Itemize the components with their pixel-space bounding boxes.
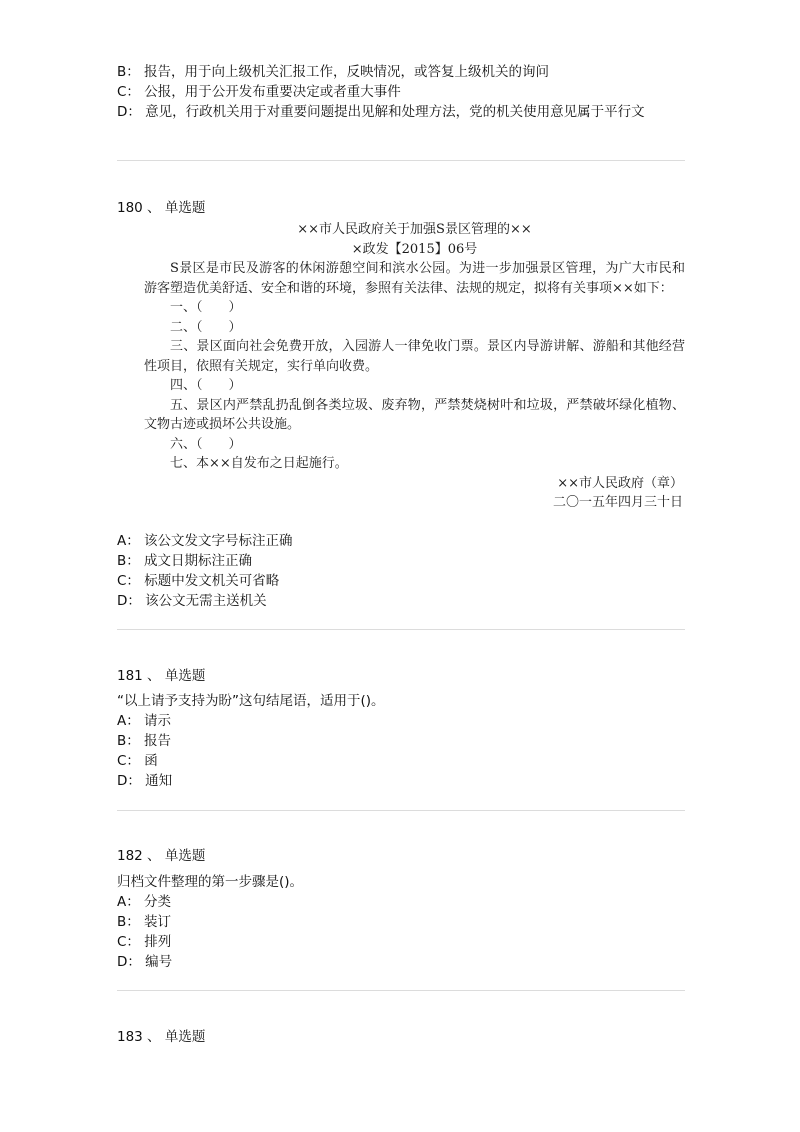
document-item-7: 七、本××自发布之日起施行。: [170, 456, 348, 471]
option-c[interactable]: C： 函: [117, 753, 158, 769]
document-title: ××市人民政府关于加强S景区管理的××: [297, 222, 532, 237]
document-item-6: 六、（ ）: [170, 436, 242, 452]
question-180-options: [117, 531, 685, 611]
option-d[interactable]: D： 意见，行政机关用于对重要问题提出见解和处理方法，党的机关使用意见属于平行文: [117, 104, 645, 120]
option-d[interactable]: D： 该公文无需主送机关: [117, 593, 267, 609]
document-item-4: 四、（ ）: [170, 378, 242, 393]
option-b[interactable]: B： 装订: [117, 914, 172, 930]
divider: [117, 629, 685, 630]
document-intro: S景区是市民及游客的休闲游憩空间和滨水公园。为进一步加强景区管理，为广大市民和游客塑造优美舒适、安全和谐的环境，参照有关法律、法规的规定，拟将有关事项××如下：: [144, 261, 685, 296]
document-item-2: 二、（ ）: [170, 319, 242, 335]
document-number: ×政发【2015】06号: [351, 241, 478, 257]
question-182-text: 归档文件整理的第一步骤是()。: [117, 874, 304, 890]
document-item-3: 三、景区面向社会免费开放，入园游人一律免收门票。景区内导游讲解、游船和其他经营性项目，依照有关规定，实行单向收费。: [144, 339, 685, 374]
document-item-5: 五、景区内严禁乱扔乱倒各类垃圾、废弃物，严禁焚烧树叶和垃圾，严禁破坏绿化植物、文物古迹或损坏公共设施。: [144, 397, 685, 432]
question-180-header: 180 、 单选题: [117, 200, 206, 216]
question-181-text: “以上请予支持为盼”这句结尾语，适用于()。: [117, 693, 385, 709]
option-b[interactable]: B： 成文日期标注正确: [117, 553, 253, 569]
option-d[interactable]: D： 编号: [117, 954, 173, 970]
option-c[interactable]: C： 公报，用于公开发布重要决定或者重大事件: [117, 84, 401, 100]
prev-question-options: [117, 62, 685, 122]
question-182-options: [117, 892, 685, 972]
question-180-document: [144, 220, 685, 513]
option-b[interactable]: B： 报告，用于向上级机关汇报工作，反映情况，或答复上级机关的询问: [117, 64, 550, 80]
option-a[interactable]: A： 该公文发文字号标注正确: [117, 533, 293, 549]
option-b[interactable]: B： 报告: [117, 733, 172, 749]
option-c[interactable]: C： 标题中发文机关可省略: [117, 573, 280, 589]
question-181-options: [117, 711, 685, 791]
option-c[interactable]: C： 排列: [117, 934, 172, 950]
divider: [117, 160, 685, 161]
document-date: 二〇一五年四月三十日: [552, 495, 683, 510]
question-182-header: 182 、 单选题: [117, 848, 206, 864]
option-d[interactable]: D： 通知: [117, 773, 173, 789]
question-183-header: 183 、 单选题: [117, 1029, 206, 1045]
document-item-1: 一、（ ）: [170, 300, 242, 315]
divider: [117, 810, 685, 811]
option-a[interactable]: A： 请示: [117, 713, 172, 729]
document-signature: ××市人民政府（章）: [557, 475, 683, 491]
option-a[interactable]: A： 分类: [117, 894, 172, 910]
question-181-header: 181 、 单选题: [117, 668, 206, 684]
divider: [117, 990, 685, 991]
